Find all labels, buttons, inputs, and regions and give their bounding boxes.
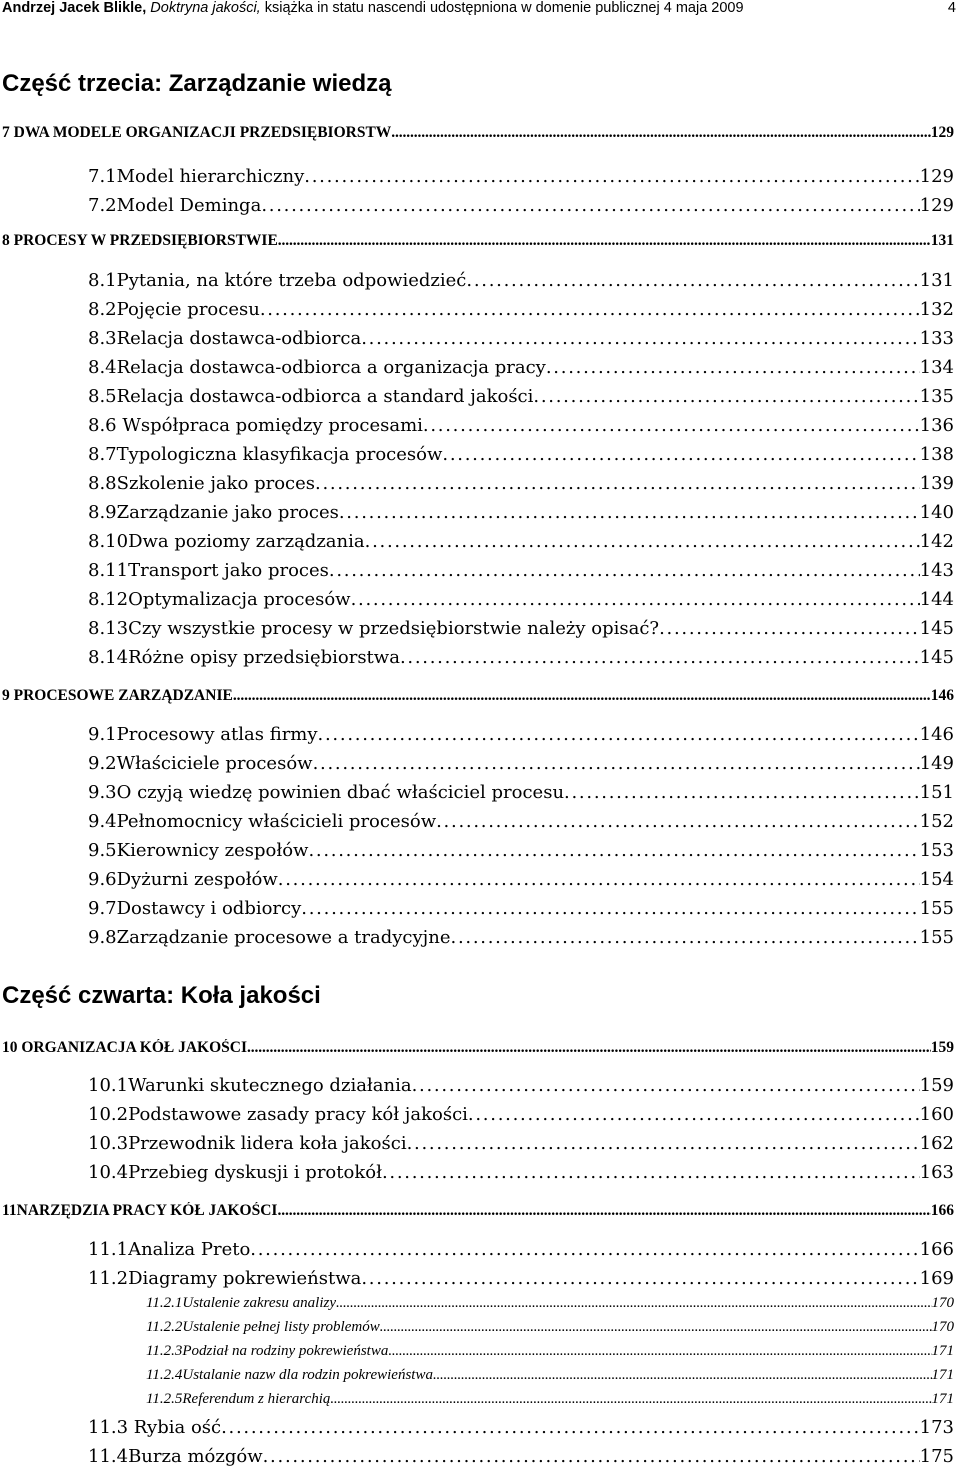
toc-leader	[351, 589, 920, 610]
toc-section[interactable]	[88, 1133, 954, 1159]
toc-leader	[329, 560, 920, 581]
toc-section[interactable]	[88, 1268, 954, 1294]
toc-label: 8.6 Współpraca pomiędzy procesami	[88, 415, 423, 436]
toc-label: 11NARZĘDZIA PRACY KÓŁ JAKOŚCI	[2, 1202, 278, 1219]
toc-subsection[interactable]	[146, 1391, 954, 1417]
toc-leader	[361, 328, 919, 349]
toc-leader	[442, 444, 919, 465]
toc-page: 135	[919, 386, 954, 407]
toc-leader	[466, 270, 919, 291]
toc-page: 151	[919, 782, 954, 803]
toc-leader	[433, 1367, 932, 1384]
toc-page: 134	[919, 357, 954, 378]
toc-leader	[313, 753, 920, 774]
toc-subsection[interactable]	[146, 1295, 954, 1321]
toc-label: 10.4Przebieg dyskusji i protokół	[88, 1162, 382, 1183]
toc-leader	[391, 124, 930, 142]
toc-section[interactable]	[88, 560, 954, 586]
toc-label: 8.5Relacja dostawca-odbiorca a standard jakości	[88, 386, 534, 407]
toc-label: 11.2.5Referendum z hierarchią	[146, 1391, 331, 1407]
toc-chapter[interactable]	[2, 1202, 954, 1228]
toc-leader	[451, 927, 920, 948]
toc-section[interactable]	[88, 753, 954, 779]
toc-page: 159	[930, 1039, 954, 1056]
toc-leader	[330, 1391, 931, 1408]
toc-section[interactable]	[88, 473, 954, 499]
toc-section[interactable]	[88, 1104, 954, 1130]
toc-page: 166	[919, 1239, 954, 1260]
toc-chapter[interactable]	[2, 687, 954, 713]
toc-page: 154	[919, 869, 954, 890]
toc-page: 171	[931, 1367, 954, 1383]
toc-section[interactable]	[88, 502, 954, 528]
toc-leader	[221, 1417, 920, 1438]
toc-label: 10.3Przewodnik lidera koła jakości	[88, 1133, 407, 1154]
toc-label: 9.8Zarządzanie procesowe a tradycyjne	[88, 927, 451, 948]
toc-label: 8.13Czy wszystkie procesy w przedsiębiorstwie należy opisać?	[88, 618, 660, 639]
toc-section[interactable]	[88, 618, 954, 644]
toc-page: 129	[919, 195, 954, 216]
toc-leader	[247, 1039, 931, 1057]
toc-leader	[301, 898, 919, 919]
toc-leader	[412, 1075, 920, 1096]
toc-label: 11.4Burza mózgów	[88, 1446, 263, 1467]
toc-page: 171	[931, 1391, 954, 1407]
toc-label: 8.3Relacja dostawca-odbiorca	[88, 328, 362, 349]
toc-page: 142	[919, 531, 954, 552]
toc-page: 132	[919, 299, 954, 320]
toc-leader	[250, 1239, 919, 1260]
toc-section[interactable]	[88, 811, 954, 837]
toc-section[interactable]	[88, 386, 954, 412]
toc-page: 146	[930, 687, 954, 704]
toc-label: 8.2Pojęcie procesu	[88, 299, 260, 320]
toc-leader	[388, 1343, 931, 1360]
toc-label: 8.9Zarządzanie jako proces	[88, 502, 339, 523]
toc-label: 11.2.4Ustalanie nazw dla rodzin pokrewieństwa	[146, 1367, 433, 1383]
toc-label: 9.5Kierownicy zespołów	[88, 840, 309, 861]
header-book-title: Doktryna jakości,	[150, 0, 261, 16]
toc-page: 140	[919, 502, 954, 523]
toc-leader	[304, 166, 919, 187]
toc-subsection[interactable]	[146, 1319, 954, 1345]
toc-label: 8.1Pytania, na które trzeba odpowiedzieć	[88, 270, 467, 291]
toc-leader	[233, 687, 931, 705]
toc-subsection[interactable]	[146, 1343, 954, 1369]
toc-section[interactable]	[88, 589, 954, 615]
toc-page: 169	[919, 1268, 954, 1289]
toc-leader	[278, 869, 920, 890]
toc-page: 162	[919, 1133, 954, 1154]
toc-section[interactable]	[88, 531, 954, 557]
toc-leader	[336, 1295, 932, 1312]
toc-label: 8 PROCESY W PRZEDSIĘBIORSTWIE	[2, 232, 278, 249]
toc-page: 136	[919, 415, 954, 436]
toc-label: 9.2Właściciele procesów	[88, 753, 313, 774]
toc-label: 8.12Optymalizacja procesów	[88, 589, 351, 610]
toc-label: 8.14Różne opisy przedsiębiorstwa	[88, 647, 400, 668]
toc-subsection[interactable]	[146, 1367, 954, 1393]
toc-label: 9.3O czyją wiedzę powinien dbać właściciel procesu	[88, 782, 565, 803]
toc-label: 8.4Relacja dostawca-odbiorca a organizacja pracy	[88, 357, 546, 378]
toc-section[interactable]	[88, 1446, 954, 1472]
toc-leader	[261, 195, 919, 216]
toc-section[interactable]	[88, 724, 954, 750]
toc-label: 10 ORGANIZACJA KÓŁ JAKOŚCI	[2, 1039, 248, 1056]
toc-label: 8.8Szkolenie jako proces	[88, 473, 316, 494]
toc-page: 160	[919, 1104, 954, 1125]
toc-label: 11.2.1Ustalenie zakresu analizy	[146, 1295, 336, 1311]
toc-leader	[339, 502, 920, 523]
toc-leader	[380, 1319, 932, 1336]
toc-page: 155	[919, 898, 954, 919]
toc-label: 11.2.2Ustalenie pełnej listy problemów	[146, 1319, 380, 1335]
toc-section[interactable]	[88, 357, 954, 383]
toc-page: 133	[919, 328, 954, 349]
toc-section[interactable]	[88, 195, 954, 221]
toc-page: 139	[919, 473, 954, 494]
header-note: książka in statu nascendi udostępniona w domenie publicznej 4 maja 2009	[264, 0, 744, 16]
toc-label: 11.1Analiza Preto	[88, 1239, 251, 1260]
toc-page: 159	[919, 1075, 954, 1096]
toc-page: 171	[931, 1343, 954, 1359]
toc-page: 155	[919, 927, 954, 948]
toc-page: 145	[919, 647, 954, 668]
toc-page: 138	[919, 444, 954, 465]
toc-page: 149	[919, 753, 954, 774]
toc-leader	[533, 386, 919, 407]
toc-section[interactable]	[88, 166, 954, 192]
toc-leader	[382, 1162, 920, 1183]
toc-page: 163	[919, 1162, 954, 1183]
toc-leader	[400, 647, 920, 668]
toc-page: 129	[919, 166, 954, 187]
header-page-number: 4	[947, 0, 956, 16]
toc-leader	[365, 531, 920, 552]
toc-label: 9.1Procesowy atlas firmy	[88, 724, 318, 745]
part-title-4: Część czwarta: Koła jakości	[2, 982, 321, 1009]
toc-section[interactable]	[88, 444, 954, 470]
toc-section[interactable]	[88, 840, 954, 866]
toc-leader	[318, 724, 920, 745]
toc-label: 7.2Model Deminga	[88, 195, 262, 216]
toc-chapter[interactable]	[2, 1039, 954, 1065]
header-author: Andrzej Jacek Blikle,	[2, 0, 147, 16]
toc-page: 131	[919, 270, 954, 291]
toc-label: 11.2.3Podział na rodziny pokrewieństwa	[146, 1343, 389, 1359]
toc-leader	[407, 1133, 920, 1154]
toc-section[interactable]	[88, 1075, 954, 1101]
toc-section[interactable]	[88, 270, 954, 296]
toc-section[interactable]	[88, 782, 954, 808]
toc-label: 8.10Dwa poziomy zarządzania	[88, 531, 365, 552]
toc-leader	[468, 1104, 920, 1125]
toc-section[interactable]	[88, 1239, 954, 1265]
toc-page: 145	[919, 618, 954, 639]
toc-leader	[315, 473, 920, 494]
toc-page: 143	[919, 560, 954, 581]
toc-label: 8.7Typologiczna klasyfikacja procesów	[88, 444, 443, 465]
toc-leader	[260, 299, 920, 320]
toc-page: 175	[919, 1446, 954, 1467]
toc-page: 152	[919, 811, 954, 832]
toc-page: 144	[919, 589, 954, 610]
toc-leader	[263, 1446, 920, 1467]
toc-leader	[278, 232, 931, 250]
toc-section[interactable]	[88, 869, 954, 895]
toc-label: 8.11Transport jako proces	[88, 560, 329, 581]
toc-label: 9.6Dyżurni zespołów	[88, 869, 278, 890]
toc-label: 11.2Diagramy pokrewieństwa	[88, 1268, 362, 1289]
toc-leader	[361, 1268, 919, 1289]
toc-label: 7 DWA MODELE ORGANIZACJI PRZEDSIĘBIORSTW	[2, 124, 392, 141]
toc-chapter[interactable]	[2, 124, 954, 150]
toc-leader	[546, 357, 920, 378]
toc-label: 9.7Dostawcy i odbiorcy	[88, 898, 302, 919]
toc-section[interactable]	[88, 647, 954, 673]
toc-page: 170	[931, 1295, 954, 1311]
toc-section[interactable]	[88, 927, 954, 953]
toc-leader	[659, 618, 920, 639]
toc-label: 7.1Model hierarchiczny	[88, 166, 305, 187]
toc-page: 170	[931, 1319, 954, 1335]
toc-label: 11.3 Rybia ość	[88, 1417, 222, 1438]
toc-leader	[277, 1202, 930, 1220]
running-header	[2, 0, 956, 18]
toc-page: 173	[919, 1417, 954, 1438]
toc-label: 9 PROCESOWE ZARZĄDZANIE	[2, 687, 233, 704]
toc-leader	[308, 840, 919, 861]
toc-section[interactable]	[88, 299, 954, 325]
toc-page: 153	[919, 840, 954, 861]
toc-label: 10.2Podstawowe zasady pracy kół jakości	[88, 1104, 468, 1125]
toc-section[interactable]	[88, 415, 954, 441]
toc-leader	[423, 415, 920, 436]
toc-page: 129	[930, 124, 954, 141]
toc-label: 10.1Warunki skutecznego działania	[88, 1075, 412, 1096]
toc-page: 131	[930, 232, 954, 249]
toc-leader	[436, 811, 920, 832]
part-title-3: Część trzecia: Zarządzanie wiedzą	[2, 70, 392, 97]
toc-page: 146	[919, 724, 954, 745]
toc-label: 9.4Pełnomocnicy właścicieli procesów	[88, 811, 437, 832]
toc-section[interactable]	[88, 898, 954, 924]
toc-page: 166	[930, 1202, 954, 1219]
toc-section[interactable]	[88, 328, 954, 354]
toc-chapter[interactable]	[2, 232, 954, 258]
toc-section[interactable]	[88, 1162, 954, 1188]
toc-leader	[564, 782, 920, 803]
toc-section[interactable]	[88, 1417, 954, 1443]
